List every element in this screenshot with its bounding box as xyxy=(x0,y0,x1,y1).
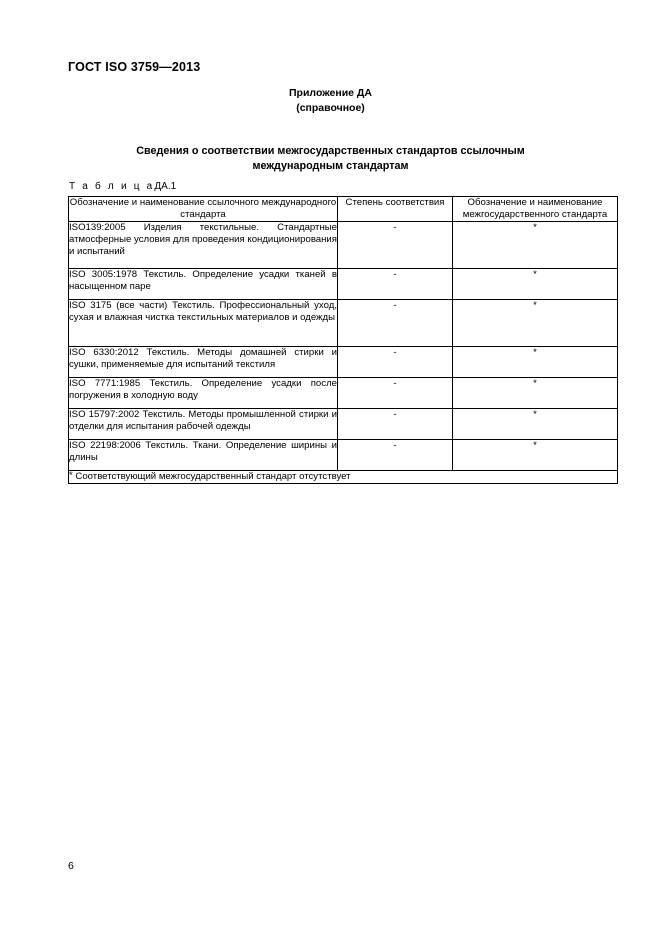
footnote-marker: * xyxy=(69,469,73,481)
cell-interstate-standard: * xyxy=(453,221,618,268)
page-title-line-2: международным стандартам xyxy=(252,160,409,172)
annex-heading-block xyxy=(0,86,661,116)
cell-reference-standard: ISO 15797:2002 Текстиль. Методы промышленной стирки и отделки для испытания рабочей одежды xyxy=(69,408,338,439)
cell-interstate-standard: * xyxy=(453,346,618,377)
cell-degree: - xyxy=(338,268,453,299)
page-number: 6 xyxy=(68,860,74,872)
cell-degree: - xyxy=(338,299,453,346)
page-title-line-1: Сведения о соответствии межгосударственных стандартов ссылочным xyxy=(136,145,525,157)
annex-title: Приложение ДА xyxy=(289,87,372,99)
cell-degree: - xyxy=(338,346,453,377)
document-header-standard-number: ГОСТ ISO 3759—2013 xyxy=(68,60,201,74)
table-row xyxy=(69,439,618,470)
cell-interstate-standard: * xyxy=(453,408,618,439)
column-header-interstate-standard: Обозначение и наименование межгосударственного стандарта xyxy=(453,197,618,222)
table-row xyxy=(69,268,618,299)
correspondence-table-wrapper xyxy=(68,196,617,484)
cell-reference-standard: ISO 3005:1978 Текстиль. Определение усадки тканей в насыщенном паре xyxy=(69,268,338,299)
footnote-text: Соответствующий межгосударственный стандарт отсутствует xyxy=(75,470,351,482)
table-footnote-row xyxy=(69,470,618,483)
cell-interstate-standard: * xyxy=(453,439,618,470)
table-row xyxy=(69,346,618,377)
table-caption xyxy=(69,181,176,192)
table-row xyxy=(69,299,618,346)
cell-reference-standard: ISO139:2005 Изделия текстильные. Стандартные атмосферные условия для проведения кондиционирования и испытаний xyxy=(69,221,338,268)
table-row xyxy=(69,408,618,439)
table-caption-label: Т а б л и ц а xyxy=(69,181,155,192)
correspondence-table xyxy=(68,196,618,484)
cell-degree: - xyxy=(338,439,453,470)
table-row xyxy=(69,221,618,268)
page-title xyxy=(95,144,566,174)
column-header-reference-standard: Обозначение и наименование ссылочного международного стандарта xyxy=(69,197,337,220)
table-row xyxy=(69,377,618,408)
cell-interstate-standard: * xyxy=(453,377,618,408)
annex-subtitle: (справочное) xyxy=(296,102,365,114)
cell-reference-standard: ISO 7771:1985 Текстиль. Определение усадки после погружения в холодную воду xyxy=(69,377,338,408)
cell-degree: - xyxy=(338,408,453,439)
cell-degree: - xyxy=(338,377,453,408)
cell-interstate-standard: * xyxy=(453,299,618,346)
cell-interstate-standard: * xyxy=(453,268,618,299)
cell-reference-standard: ISO 22198:2006 Текстиль. Ткани. Определение ширины и длины xyxy=(69,439,338,470)
cell-reference-standard: ISO 3175 (все части) Текстиль. Профессиональный уход, сухая и влажная чистка текстильных материалов и одежды xyxy=(69,299,338,346)
table-footnote xyxy=(69,470,618,483)
cell-degree: - xyxy=(338,221,453,268)
column-header-degree-of-correspondence: Степень соответствия xyxy=(338,197,453,222)
table-header-row xyxy=(69,197,618,222)
cell-reference-standard: ISO 6330:2012 Текстиль. Методы домашней стирки и сушки, применяемые для испытаний текстиля xyxy=(69,346,338,377)
table-caption-number: ДА.1 xyxy=(154,181,177,192)
